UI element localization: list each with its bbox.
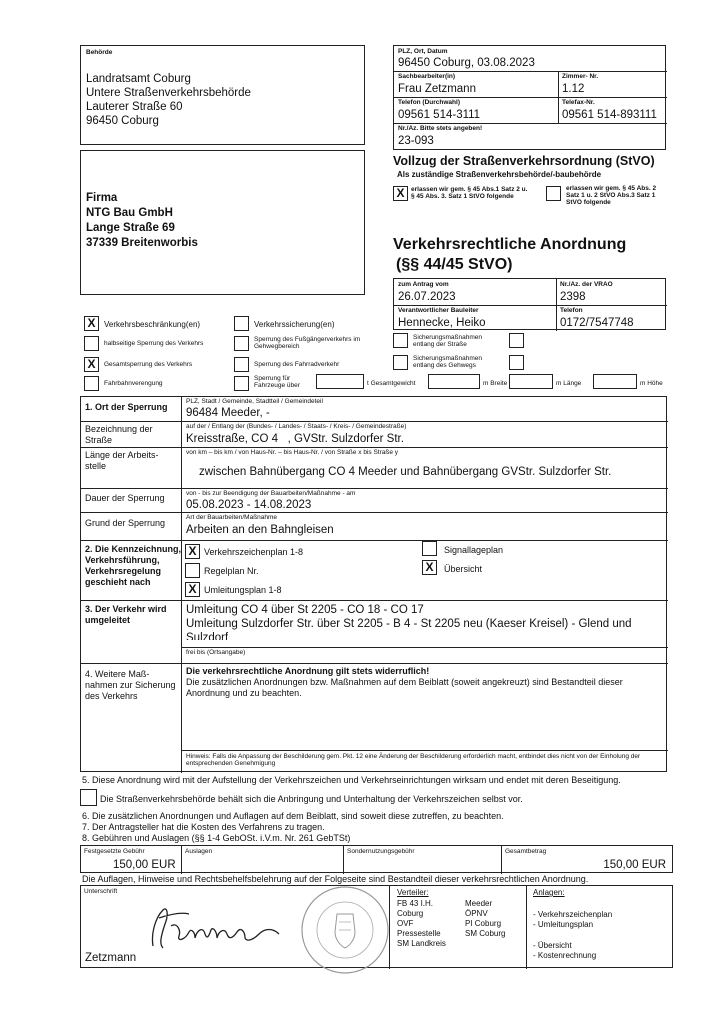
- behoerde-line-1: Landratsamt Coburg: [86, 73, 191, 85]
- fahrbahnverengung-label: Fahrbahnverengung: [104, 380, 163, 387]
- telefax-label: Telefax-Nr.: [562, 99, 595, 106]
- telefon-value: 09561 514-3111: [398, 109, 481, 121]
- anordnung-subtitle: (§§ 44/45 StVO): [396, 256, 513, 273]
- main-table: [80, 396, 667, 772]
- frei-small: frei bis (Ortsangabe): [186, 649, 246, 656]
- paragraph-5b: Die Straßenverkehrsbehörde behält sich die Anbringung und Unterhaltung der Verkehrszeichen selbst vor.: [100, 794, 523, 804]
- total-value: 150,00 EUR: [603, 859, 666, 871]
- breite-unit: m Breite: [483, 380, 508, 387]
- recipient-line-2: NTG Bau GmbH: [86, 207, 173, 219]
- grund-value: Arbeiten an den Bahngleisen: [186, 524, 334, 536]
- gesamtgewicht-input[interactable]: [316, 374, 364, 389]
- dauer-label: Dauer der Sperrung: [85, 493, 165, 503]
- behoerde-box: [80, 45, 365, 145]
- regelplan-checkbox[interactable]: [185, 563, 200, 578]
- fussgaenger-label: Sperrung des Fußgängerverkehrs im Gehwegbereich: [254, 336, 361, 350]
- tel-label: Telefon: [560, 307, 583, 314]
- telefax-value: 09561 514-893111: [562, 109, 657, 121]
- anlagen-label: Anlagen:: [533, 888, 565, 897]
- verkehrssicherung-checkbox[interactable]: [234, 316, 249, 331]
- plz-value: 96450 Coburg, 03.08.2023: [398, 57, 535, 69]
- dauer-value: 05.08.2023 - 14.08.2023: [186, 499, 312, 511]
- umleitungsplan-checkbox[interactable]: X: [185, 582, 200, 597]
- paragraph-8: 8. Gebühren und Auslagen (§§ 1-4 GebOSt. i.V.m. Nr. 261 GebTSt): [82, 833, 351, 843]
- paragraph-6: 6. Die zusätzlichen Anordnungen und Auflagen auf dem Beiblatt, sind soweit diese zutreffen, zu beachten.: [82, 811, 504, 821]
- sachbearbeiter-value: Frau Zetzmann: [398, 83, 476, 95]
- uebersicht-label: Übersicht: [444, 564, 483, 574]
- verkehrsbeschraenkung-label: Verkehrsbeschränkung(en): [104, 320, 201, 329]
- verteiler-1a: FB 43 I.H.: [397, 899, 434, 908]
- behoerde-label: Behörde: [86, 49, 113, 56]
- verkehrsbeschraenkung-checkbox[interactable]: X: [84, 316, 99, 331]
- recipient-box: [80, 150, 365, 295]
- ort-label: 1. Ort der Sperrung: [85, 402, 168, 412]
- halbseitig-checkbox[interactable]: [84, 336, 99, 351]
- umleitung-line-3: Sulzdorf: [186, 632, 229, 640]
- nraz-label: Nr./Az. Bitte stets angeben!: [398, 125, 483, 132]
- sachbearbeiter-label: Sachbearbeiter(in): [398, 73, 456, 80]
- dauer-small: von - bis zur Beendigung der Bauarbeiten/Maßnahme - am: [186, 490, 356, 497]
- hinweis: Hinweis: Falls die Anpassung der Beschilderung gem. Pkt. 12 eine Änderung der Beschilderung erforderlich macht, entbindet dies nicht von der Einholung der entsprechenden Genehmigung: [186, 753, 641, 767]
- fahrrad-label: Sperrung des Fahrradverkehr: [254, 361, 340, 368]
- verteiler-1b: Meeder: [465, 899, 493, 908]
- behoerde-line-4: 96450 Coburg: [86, 115, 159, 127]
- fahrbahnverengung-checkbox[interactable]: [84, 376, 99, 391]
- fahrzeuge-label: Sperrung für Fahrzeuge über: [254, 375, 300, 389]
- sicherung-strasse-extra-box[interactable]: [509, 333, 524, 348]
- header-box: [393, 45, 666, 150]
- laenge-label: Länge der Arbeits-stelle: [85, 450, 159, 471]
- antrag-label: zum Antrag vom: [398, 281, 449, 288]
- breite-input[interactable]: [428, 374, 480, 389]
- halbseitig-label: halbseitige Sperrung des Verkehrs: [104, 340, 204, 347]
- laenge-input[interactable]: [509, 374, 553, 389]
- antrag-value: 26.07.2023: [398, 291, 456, 303]
- anlage-4: - Übersicht: [533, 941, 572, 950]
- zimmer-label: Zimmer- Nr.: [562, 73, 599, 80]
- uebersicht-checkbox[interactable]: X: [422, 560, 437, 575]
- vollzug-option-1-text: erlassen wir gem. § 45 Abs.1 Satz 2 u. § 45 Abs. 3. Satz 1 StVO folgende: [411, 186, 528, 200]
- fee-label-3: Sondernutzungsgebühr: [347, 848, 415, 855]
- verteiler-2a: Coburg: [397, 909, 424, 918]
- sicherung-gehweg-extra-box[interactable]: [509, 355, 524, 370]
- verteiler-2b: ÖPNV: [465, 909, 488, 918]
- hoehe-input[interactable]: [593, 374, 637, 389]
- bauleiter-label: Verantwortlicher Bauleiter: [398, 307, 479, 314]
- anlage-2: - Umleitungsplan: [533, 920, 594, 929]
- vollzug-option-2-checkbox[interactable]: [546, 186, 561, 201]
- paragraph-5: 5. Diese Anordnung wird mit der Aufstellung der Verkehrszeichen und Verkehrseinrichtungen wirksam und endet mit deren Beseitigung.: [82, 775, 621, 785]
- ort-value: 96484 Meeder, -: [186, 407, 270, 419]
- umleitung-line-1: Umleitung CO 4 über St 2205 - CO 18 - CO 17: [186, 604, 424, 616]
- gesamtsperrung-checkbox[interactable]: X: [84, 357, 99, 372]
- signallageplan-checkbox[interactable]: [422, 541, 437, 556]
- sicherung-gehweg-label: Sicherungsmaßnahmen entlang des Gehwegs: [413, 355, 483, 369]
- hoehe-unit: m Höhe: [640, 380, 663, 387]
- laenge-small: von km – bis km / von Haus-Nr. – bis Haus-Nr. / von Straße x bis Straße y: [186, 449, 399, 456]
- bezeichnung-label: Bezeichnung der Straße: [85, 424, 153, 445]
- signature-name: Zetzmann: [85, 952, 137, 964]
- verteiler-4b: SM Coburg: [465, 929, 506, 938]
- paragraph-5b-checkbox[interactable]: [80, 789, 97, 806]
- plz-label: PLZ, Ort, Datum: [398, 48, 448, 55]
- vollzug-title: Vollzug der Straßenverkehrsordnung (StVO): [393, 154, 655, 168]
- weitere-text: Die zusätzlichen Anordnungen bzw. Maßnahmen auf dem Beiblatt (soweit angekreuzt) sind Bestandteil dieser Anordnung und zu beachten.: [186, 677, 623, 698]
- umleitungsplan-label: Umleitungsplan 1-8: [204, 585, 282, 595]
- kennzeichnung-label: 2. Die Kennzeichnung, Verkehrsführung, Verkehrsregelung geschieht nach: [85, 544, 182, 587]
- vzp-label: Verkehrszeichenplan 1-8: [204, 547, 304, 557]
- vollzug-option-2-text: erlassen wir gem. § 45 Abs. 2 Satz 1 u. 2 StVO Abs.3 Satz 1 StVO folgende: [566, 185, 657, 206]
- fahrzeuge-checkbox[interactable]: [234, 376, 249, 391]
- verteiler-4a: Pressestelle: [397, 929, 441, 938]
- recipient-line-3: Lange Straße 69: [86, 222, 175, 234]
- vrao-label: Nr./Az. der VRAO: [560, 281, 613, 288]
- behoerde-line-3: Lauterer Straße 60: [86, 101, 183, 113]
- gesamtsperrung-label: Gesamtsperrung des Verkehrs: [104, 361, 193, 368]
- signature-graphic: [141, 896, 291, 956]
- regelplan-label: Regelplan Nr.: [204, 566, 259, 576]
- grund-label: Grund der Sperrung: [85, 518, 166, 528]
- weitere-bold: Die verkehrsrechtliche Anordnung gilt stets widerruflich!: [186, 666, 430, 676]
- anlage-5: - Kostenrechnung: [533, 951, 597, 960]
- anlage-1: - Verkehrszeichenplan: [533, 910, 613, 919]
- ort-small: PLZ, Stadt / Gemeinde, Stadtteil / Gemeindeteil: [186, 398, 323, 405]
- official-seal: [299, 884, 391, 976]
- verkehrssicherung-label: Verkehrssicherung(en): [254, 320, 335, 329]
- sicherung-strasse-checkbox[interactable]: [393, 333, 408, 348]
- umleitung-label: 3. Der Verkehr wird umgeleitet: [85, 604, 167, 625]
- behoerde-line-2: Untere Straßenverkehrsbehörde: [86, 87, 251, 99]
- zimmer-value: 1.12: [562, 83, 585, 95]
- gesamtgewicht-unit: t Gesamtgewicht: [367, 380, 416, 387]
- fussgaenger-checkbox[interactable]: [234, 336, 249, 351]
- bezeichnung-small: auf der / Entlang der (Bundes- / Landes- / Staats- / Kreis- / Gemeindestraße): [186, 423, 407, 430]
- fee-label-2: Auslagen: [185, 848, 213, 855]
- vrao-value: 2398: [560, 291, 586, 303]
- sicherung-gehweg-checkbox[interactable]: [393, 355, 408, 370]
- verteiler-label: Verteiler:: [397, 888, 429, 897]
- recipient-line-1: Firma: [86, 192, 118, 204]
- telefon-label: Telefon (Durchwahl): [398, 99, 460, 106]
- vollzug-subtitle: Als zuständige Straßenverkehrsbehörde/-baubehörde: [397, 170, 602, 179]
- paragraph-7: 7. Der Antragsteller hat die Kosten des Verfahrens zu tragen.: [82, 822, 325, 832]
- umleitung-line-2: Umleitung Sulzdorfer Str. über St 2205 - B 4 - St 2205 neu (Kaeser Kreisel) - Glend und: [186, 618, 632, 630]
- verteiler-3a: OVF: [397, 919, 414, 928]
- vzp-checkbox[interactable]: X: [185, 544, 200, 559]
- weitere-label: 4. Weitere Maß-nahmen zur Sicherung des Verkehrs: [85, 669, 176, 701]
- bezeichnung-value: Kreisstraße, CO 4 , GVStr. Sulzdorfer Str.: [186, 433, 404, 445]
- auflagen-text: Die Auflagen, Hinweise und Rechtsbehelfsbelehrung auf der Folgeseite sind Bestandteil dieser verkehrsrechtlichen Anordnung.: [82, 874, 589, 884]
- bauleiter-value: Hennecke, Heiko: [398, 317, 486, 329]
- recipient-line-4: 37339 Breitenworbis: [86, 237, 198, 249]
- nraz-value: 23-093: [398, 135, 434, 147]
- signature-box: [80, 885, 673, 968]
- fahrrad-checkbox[interactable]: [234, 357, 249, 372]
- antrag-box: [393, 278, 666, 330]
- tel-value: 0172/7547748: [560, 317, 634, 329]
- grund-small: Art der Bauarbeiten/Maßnahme: [186, 514, 278, 521]
- laenge-value: zwischen Bahnübergang CO 4 Meeder und Bahnübergang GVStr. Sulzdorfer Str.: [199, 466, 612, 478]
- vollzug-option-1-checkbox[interactable]: X: [393, 186, 408, 201]
- unterschrift-label: Unterschrift: [84, 888, 118, 895]
- fee-label-4: Gesamtbetrag: [505, 848, 547, 855]
- fee-table: [80, 845, 673, 873]
- verteiler-3b: PI Coburg: [465, 919, 502, 928]
- laenge-unit: m Länge: [556, 380, 582, 387]
- fee-value: 150,00 EUR: [113, 859, 176, 871]
- fee-label-1: Festgesetzte Gebühr: [84, 848, 145, 855]
- sicherung-strasse-label: Sicherungsmaßnahmen entlang der Straße: [413, 334, 483, 348]
- anordnung-title: Verkehrsrechtliche Anordnung: [393, 236, 627, 253]
- signallageplan-label: Signallageplan: [444, 545, 504, 555]
- verteiler-5a: SM Landkreis: [397, 939, 446, 948]
